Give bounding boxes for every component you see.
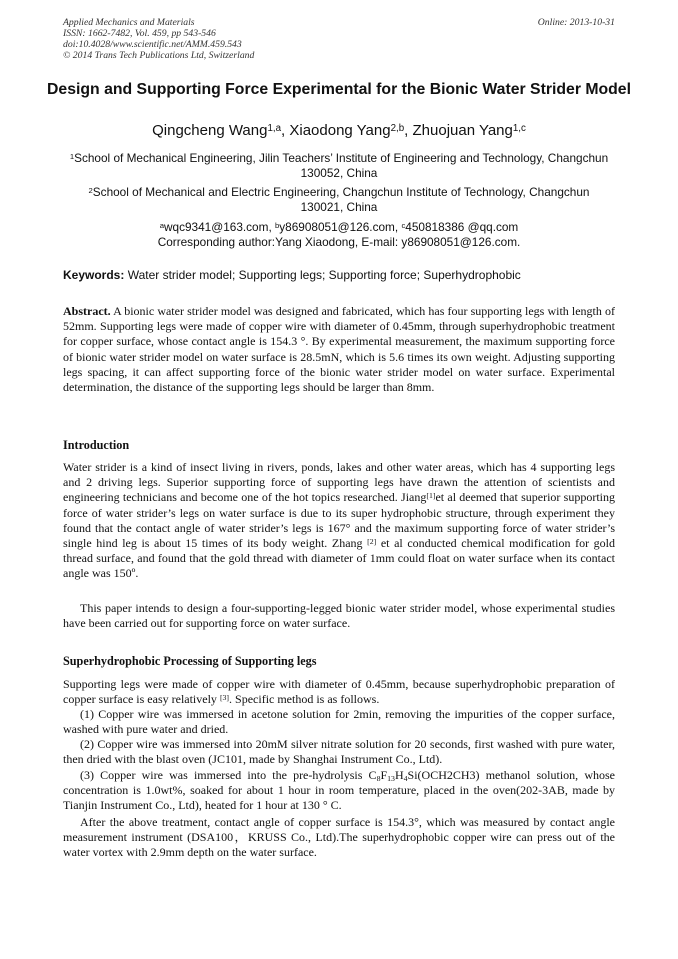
affiliation-2 — [66, 185, 612, 215]
affiliation-text: School of Mechanical Engineering, Jilin Teachers’ Institute of Engineering and Technology, Changchun 130052, China — [74, 151, 609, 180]
paragraph-text: Water strider is a kind of insect living in rivers, ponds, lakes and other water areas, which has 4 supporting legs and 2 driving legs. Superior supporting force of supporting legs have drawn the attention of scientists and engineering technicians and become one of the hot topics researched. Jiang — [63, 460, 615, 505]
affiliation-number: 2 — [88, 185, 93, 195]
abstract — [63, 304, 615, 395]
affiliation-text: School of Mechanical and Electric Engineering, Changchun Institute of Technology, Changchun 130021, China — [92, 185, 590, 214]
introduction-paragraph-1 — [63, 460, 615, 582]
formula-text: H — [394, 768, 404, 782]
email-block — [66, 220, 612, 250]
email-address: wqc9341@163.com, — [164, 220, 275, 234]
page-header — [63, 17, 615, 61]
author-affiliation-mark: 2,b — [390, 122, 405, 134]
copyright-line: © 2014 Trans Tech Publications Ltd, Switzerland — [63, 50, 255, 62]
introduction-paragraph-2: This paper intends to design a four-supporting-legged bionic water strider model, whose experimental studies have been carried out for supporting force on water surface. — [63, 601, 615, 631]
keywords-label: Keywords: — [63, 268, 125, 282]
email-mark: b — [275, 220, 280, 230]
paragraph-text: (3) Copper wire was immersed into the pre-hydrolysis C — [80, 768, 377, 782]
email-mark: c — [401, 220, 406, 230]
author-list — [40, 122, 638, 140]
email-address: 450818386 @qq.com — [405, 220, 519, 234]
superhydrophobic-heading: Superhydrophobic Processing of Supporting legs — [63, 654, 317, 668]
author-name: Qingcheng Wang — [152, 122, 268, 139]
paragraph-text: . Specific method is as follows. — [229, 692, 380, 707]
doi-line: doi:10.4028/www.scientific.net/AMM.459.543 — [63, 39, 242, 51]
paper-title: Design and Supporting Force Experimental for the Bionic Water Strider Model — [47, 81, 631, 98]
email-mark: a — [159, 220, 164, 230]
keywords — [63, 268, 615, 283]
affiliation-number: 1 — [69, 151, 75, 161]
citation-ref-3: [3] — [219, 692, 230, 702]
corresponding-author: Corresponding author:Yang Xiaodong, E-mail: y86908051@126.com. — [157, 235, 521, 249]
procedure-step-1: (1) Copper wire was immersed in acetone solution for 2min, removing the impurities of the copper surface, washed with pure water and dried. — [63, 707, 615, 737]
procedure-step-3 — [63, 768, 615, 814]
paragraph-text: Supporting legs were made of copper wire with diameter of 0.45mm, because superhydrophobic preparation of copper surface is easy relatively — [63, 677, 615, 707]
citation-ref-1: [1] — [426, 490, 436, 500]
procedure-step-2: (2) Copper wire was immersed into 20mM silver nitrate solution for 20 seconds, first washed with pure water, then dried with the blast oven (JC101, made by Shanghai Instrument Co., Ltd). — [63, 737, 615, 767]
keywords-text: Water strider model; Supporting legs; Supporting force; Superhydrophobic — [127, 268, 521, 282]
abstract-label: Abstract. — [63, 304, 111, 318]
author-separator: , — [404, 122, 413, 139]
journal-name: Applied Mechanics and Materials — [63, 17, 195, 28]
treatment-result-paragraph: After the above treatment, contact angle of copper surface is 154.3°, which was measured by contact angle measurement instrument (DSA100，KRUSS Co., Ltd).The superhydrophobic copper wire can press out of the water vortex with 2.9mm depth on the water surface. — [63, 815, 615, 860]
author-affiliation-mark: 1,a — [267, 122, 282, 134]
superhydrophobic-paragraph-1 — [63, 677, 615, 707]
paragraph-text: et al deemed that superior supporting force of water strider’s legs on water surface is due to its super hydrophobic structure, through experiment they found that the contact angle of water strider’s legs is 167° and the maximum supporting force of water strider’s single hind leg is about 15 times of its body weight. Zhang — [63, 490, 615, 551]
online-date: Online: 2013-10-31 — [537, 17, 615, 28]
formula-subscript: 8 — [376, 774, 381, 784]
author-name: Xiaodong Yang — [289, 122, 391, 139]
formula-subscript: 4 — [403, 774, 408, 784]
affiliation-1 — [66, 151, 612, 181]
issn-line: ISSN: 1662-7482, Vol. 459, pp 543-546 — [63, 28, 216, 40]
author-separator: , — [281, 122, 290, 139]
formula-text: F — [380, 768, 388, 782]
author-affiliation-mark: 1,c — [512, 122, 526, 134]
email-address: y86908051@126.com, — [279, 220, 402, 234]
formula-subscript: 13 — [387, 774, 395, 784]
paragraph-text: Si(OCH2CH3) methanol solution, whose concentration is 1.0wt%, soaked for about 1 hour in room temperature, placed in the oven(202-3AB, made by Tianjin Instrument Co., Ltd), heated for 1 hour at 130 ° C. — [63, 768, 616, 813]
email-line — [66, 220, 612, 235]
abstract-text: A bionic water strider model was designed and fabricated, which has four supporting legs with length of 52mm. Supporting legs were made of copper wire with diameter of 0.45mm, through superhydrophobic treatment for copper surface, whose contact angle is 154.3 °. By experimental measurement, the maximum supporting force of bionic water strider model on water surface is 28.5mN, which is 5.6 times its own weight. Adjusting supporting legs spacing, it can affect supporting force of the bionic water strider model on water surface. Experimental determination, the distance of the supporting legs should be larger than 8mm. — [63, 304, 615, 395]
author-name: Zhuojuan Yang — [412, 122, 513, 139]
introduction-heading: Introduction — [63, 438, 130, 452]
citation-ref-2: [2] — [367, 536, 377, 546]
paragraph-text: et al conducted chemical modification for gold thread surface, and found that the gold thread with diameter of 1mm could float on water surface when its contact angle was 150º. — [63, 536, 615, 581]
